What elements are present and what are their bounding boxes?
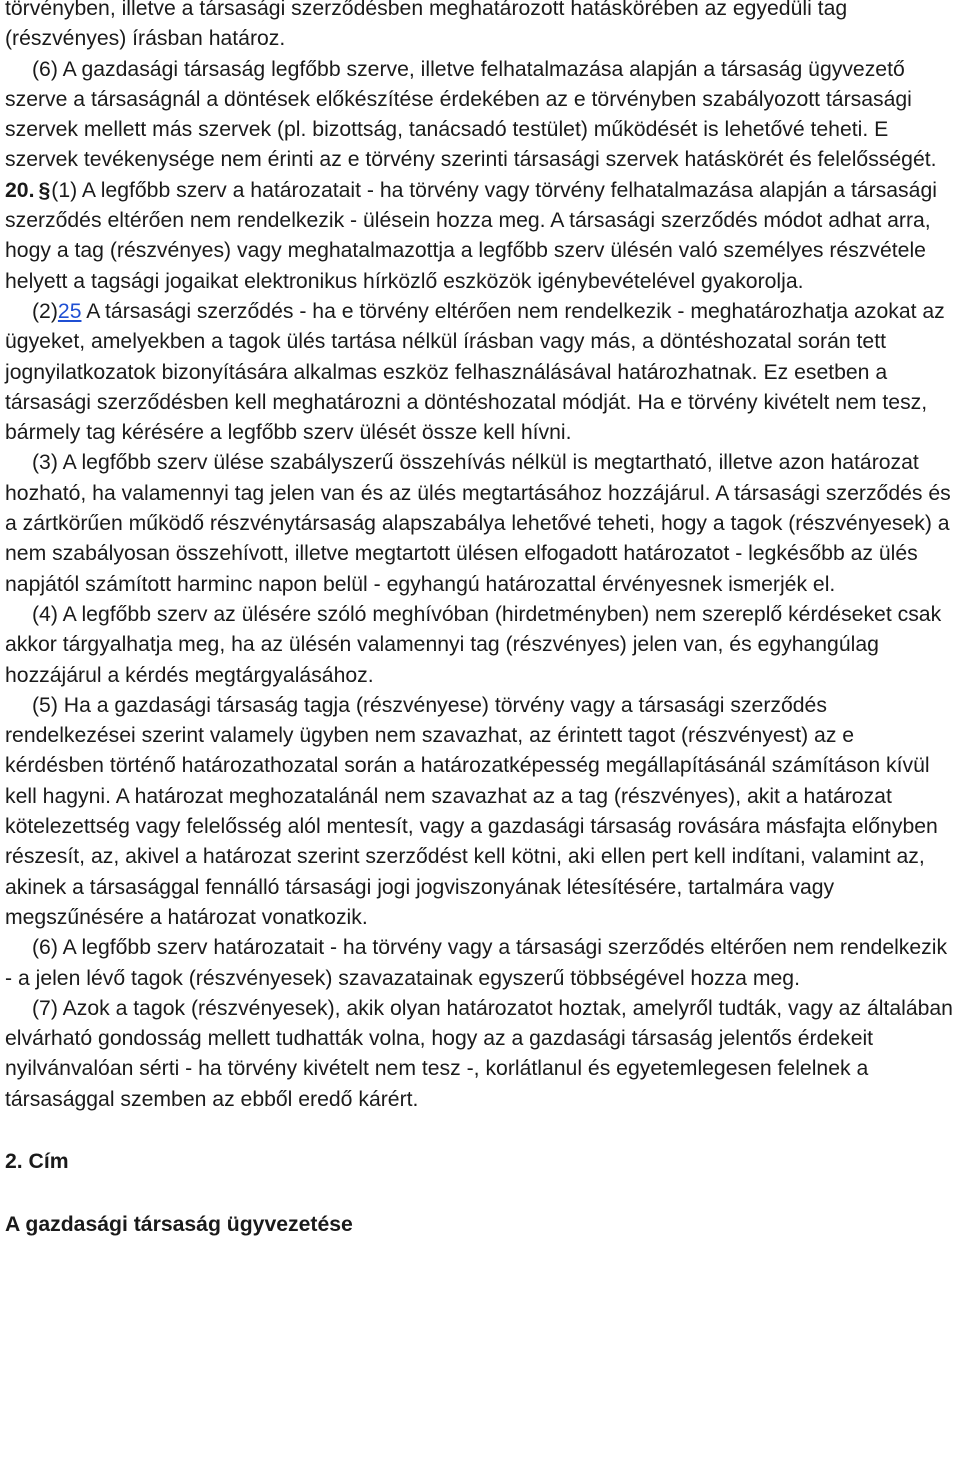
footnote-link[interactable]: 25: [57, 299, 82, 323]
section-20-paragraph-6: (6) A legfőbb szerv határozatait - ha törvény vagy a társasági szerződés eltérően nem rendelkezik - a jelen lévő tagok (részvényesek) szavazatainak egyszerű többségével hozza meg.: [5, 936, 948, 990]
section-20-paragraph-1: [5, 176, 957, 297]
paragraph-continuation: törvényben, illetve a társasági szerződésben meghatározott hatáskörében az egyedüli tag (részvényes) írásban határoz.: [5, 0, 848, 51]
section-number: 20.: [5, 178, 35, 202]
section-sign-icon: §: [38, 178, 51, 202]
document-page: [5, 0, 957, 1241]
section-20-paragraph-7: (7) Azok a tagok (részvényesek), akik olyan határozatot hoztak, amelyről tudták, vagy az általában elvárható gondosság mellett tudhatták volna, hogy az a gazdasági társaság jelentős érdekeit nyilvánvalóan sérti - ha törvény kivételt nem tesz -, korlátlanul és egyetemlegesen felelnek a társasággal szemben az ebből eredő kárért.: [5, 996, 953, 1111]
section-20-paragraph-3: (3) A legfőbb szerv ülése szabályszerű összehívás nélkül is megtartható, illetve azon határozat hozható, ha valamennyi tag jelen van és az ülés megtartásához hozzájárul. A társasági szerződés és a zártkörűen működő részvénytársaság alapszabálya lehetővé teheti, hogy a tagok (részvényesek) a nem szabályosan összehívott, illetve megtartott ülésen elfogadott határozatot - legkésőbb az ülés napjától számított harminc napon belül - egyhangú határozattal érvényesnek ismerjék el.: [5, 451, 951, 596]
section-20-text: (1) A legfőbb szerv a határozatait - ha törvény vagy törvény felhatalmazása alapján a társasági szerződés eltérően nem rendelkezik - ülésein hozza meg. A társasági szerződés módot adhat arra, hogy a tag (részvényes) vagy meghatalmazottja a legfőbb szerv ülésén való személyes részvétele helyett a tagsági jogaikat elektronikus hírközlő eszközök igénybevételével gyakorolja.: [5, 178, 937, 293]
paragraph-prefix: (2): [32, 299, 58, 323]
section-20-paragraph-5: (5) Ha a gazdasági társaság tagja (részvényese) törvény vagy a társasági szerződés rendelkezései szerint valamely ügyben nem szavazhat, az érintett tagot (részvényest) az e kérdésben történő határozathozatal során a határozatképesség megállapításánál számításon kívül kell hagyni. A határozat meghozatalánál nem szavazhat az a tag (részvényes), akit a határozat kötelezettség vagy felelősség alól mentesít, vagy a gazdasági társaság rovására másfajta előnyben részesít, az, akivel a határozat szerint szerződést kell kötni, aki ellen pert kell indítani, valamint az, akinek a társasággal fennálló társasági jogi jogviszonyának létesítésére, tartalmára vagy megszűnésére a határozat vonatkozik.: [5, 693, 938, 929]
paragraph-text: A társasági szerződés - ha e törvény eltérően nem rendelkezik - meghatározhatja azokat az ügyeket, amelyekben a tagok ülés tartása nélkül írásban vagy más, a döntéshozatal során tett jognyilatkozatok bizonyítására alkalmas eszköz felhasználásával határozhatnak. Ez esetben a társasági szerződésben kell meghatározni a döntéshozatal módját. Ha e törvény kivételt nem tesz, bármely tag kérésére a legfőbb szerv ülését össze kell hívni.: [5, 299, 945, 445]
section-20-paragraph-4: (4) A legfőbb szerv az ülésére szóló meghívóban (hirdetményben) nem szereplő kérdéseket csak akkor tárgyalhatja meg, ha az ülésén valamennyi tag (részvényes) jelen van, és egyhangúlag hozzájárul a kérdés megtárgyalásához.: [5, 602, 942, 687]
paragraph-6: (6) A gazdasági társaság legfőbb szerve, illetve felhatalmazása alapján a társaság ügyvezető szerve a társaságnál a döntések előkészítése érdekében az e törvényben szabályozott társasági szervek mellett más szervek (pl. bizottság, tanácsadó testület) működését is lehetővé teheti. E szervek tevékenysége nem érinti az e törvény szerinti társasági szervek hatáskörét és felelősségét.: [5, 57, 937, 172]
chapter-heading: 2. Cím: [5, 1149, 69, 1173]
section-20-paragraph-2: [5, 297, 957, 448]
chapter-title: A gazdasági társaság ügyvezetése: [5, 1213, 353, 1237]
